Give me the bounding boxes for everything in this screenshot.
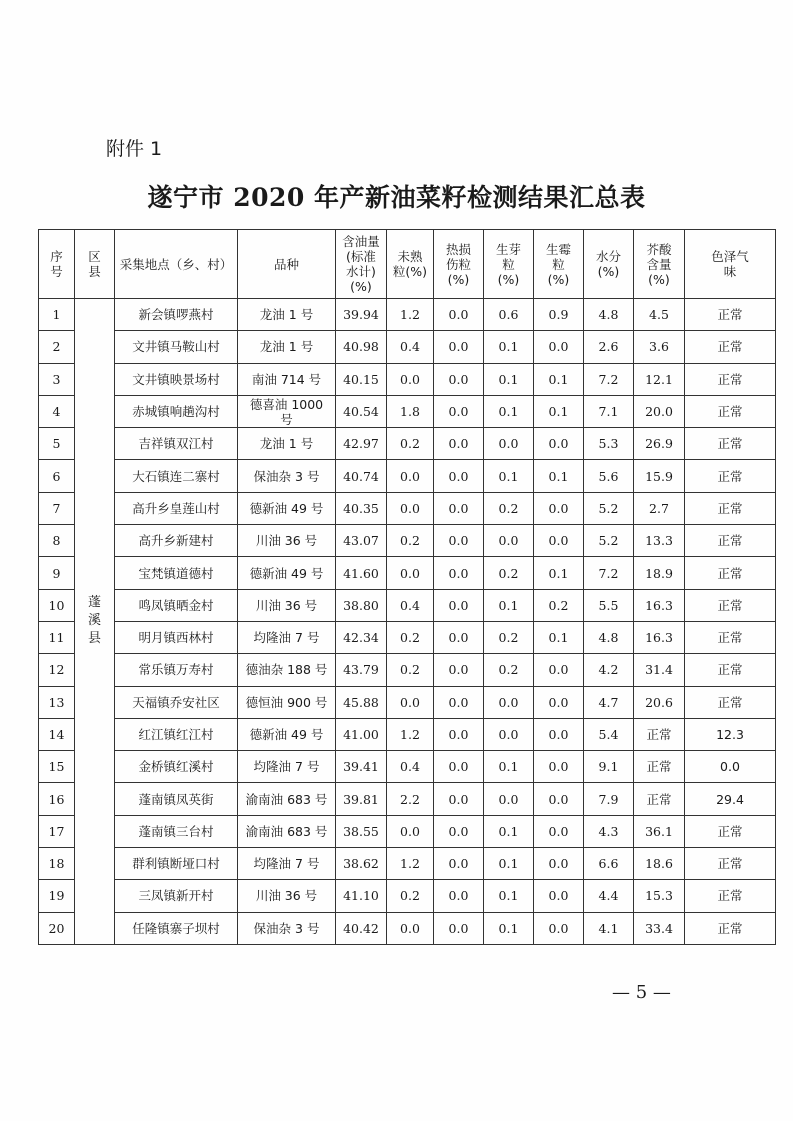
seq-cell: 11 — [39, 621, 75, 653]
immature-cell: 0.0 — [387, 492, 434, 524]
heat-damaged-cell: 0.0 — [434, 299, 484, 331]
header-oil-content: 含油量 (标准 水计) (%) — [336, 230, 387, 299]
moldy-cell: 0.0 — [534, 880, 584, 912]
moisture-cell: 9.1 — [584, 751, 634, 783]
erucic-acid-cell: 正常 — [634, 783, 685, 815]
immature-cell: 0.2 — [387, 428, 434, 460]
moldy-cell: 0.0 — [534, 428, 584, 460]
moldy-cell: 0.0 — [534, 525, 584, 557]
heat-damaged-cell: 0.0 — [434, 848, 484, 880]
heat-damaged-cell: 0.0 — [434, 912, 484, 944]
site-cell: 三凤镇新开村 — [115, 880, 238, 912]
erucic-acid-cell: 26.9 — [634, 428, 685, 460]
heat-damaged-cell: 0.0 — [434, 880, 484, 912]
sprouted-cell: 0.1 — [484, 331, 534, 363]
moisture-cell: 5.2 — [584, 525, 634, 557]
moldy-cell: 0.0 — [534, 751, 584, 783]
moldy-cell: 0.0 — [534, 815, 584, 847]
variety-cell: 德油杂 188 号 — [238, 654, 336, 686]
moldy-cell: 0.1 — [534, 363, 584, 395]
header-moisture: 水分 (%) — [584, 230, 634, 299]
immature-cell: 0.4 — [387, 751, 434, 783]
erucic-acid-cell: 4.5 — [634, 299, 685, 331]
color-odor-cell: 正常 — [685, 395, 776, 427]
erucic-acid-cell: 18.6 — [634, 848, 685, 880]
immature-cell: 0.4 — [387, 331, 434, 363]
table-row — [39, 848, 776, 880]
variety-cell: 德新油 49 号 — [238, 718, 336, 750]
sprouted-cell: 0.2 — [484, 654, 534, 686]
variety-cell: 龙油 1 号 — [238, 331, 336, 363]
erucic-acid-cell: 正常 — [634, 751, 685, 783]
sprouted-cell: 0.1 — [484, 848, 534, 880]
page-title: 遂宁市 2020 年产新油菜籽检测结果汇总表 — [147, 183, 646, 212]
moisture-cell: 4.3 — [584, 815, 634, 847]
color-odor-cell: 29.4 — [685, 783, 776, 815]
erucic-acid-cell: 16.3 — [634, 621, 685, 653]
color-odor-cell: 正常 — [685, 589, 776, 621]
site-cell: 明月镇西林村 — [115, 621, 238, 653]
seq-cell: 7 — [39, 492, 75, 524]
moldy-cell: 0.0 — [534, 912, 584, 944]
immature-cell: 0.0 — [387, 557, 434, 589]
seq-cell: 20 — [39, 912, 75, 944]
sprouted-cell: 0.1 — [484, 460, 534, 492]
table-row — [39, 363, 776, 395]
immature-cell: 0.2 — [387, 621, 434, 653]
color-odor-cell: 正常 — [685, 912, 776, 944]
moisture-cell: 5.5 — [584, 589, 634, 621]
sprouted-cell: 0.1 — [484, 395, 534, 427]
heat-damaged-cell: 0.0 — [434, 525, 484, 557]
color-odor-cell: 12.3 — [685, 718, 776, 750]
heat-damaged-cell: 0.0 — [434, 815, 484, 847]
heat-damaged-cell: 0.0 — [434, 331, 484, 363]
seq-cell: 18 — [39, 848, 75, 880]
immature-cell: 1.2 — [387, 299, 434, 331]
erucic-acid-cell: 18.9 — [634, 557, 685, 589]
oil-content-cell: 39.94 — [336, 299, 387, 331]
color-odor-cell: 正常 — [685, 815, 776, 847]
site-cell: 吉祥镇双江村 — [115, 428, 238, 460]
table-row — [39, 395, 776, 427]
sprouted-cell: 0.2 — [484, 557, 534, 589]
variety-cell: 渝南油 683 号 — [238, 783, 336, 815]
variety-cell: 龙油 1 号 — [238, 299, 336, 331]
immature-cell: 0.2 — [387, 525, 434, 557]
variety-cell: 保油杂 3 号 — [238, 460, 336, 492]
moisture-cell: 5.3 — [584, 428, 634, 460]
moisture-cell: 7.9 — [584, 783, 634, 815]
header-variety: 品种 — [238, 230, 336, 299]
moldy-cell: 0.0 — [534, 783, 584, 815]
moldy-cell: 0.0 — [534, 848, 584, 880]
immature-cell: 1.2 — [387, 848, 434, 880]
erucic-acid-cell: 2.7 — [634, 492, 685, 524]
header-county: 区 县 — [75, 230, 115, 299]
heat-damaged-cell: 0.0 — [434, 557, 484, 589]
moisture-cell: 4.1 — [584, 912, 634, 944]
site-cell: 红江镇红江村 — [115, 718, 238, 750]
seq-cell: 10 — [39, 589, 75, 621]
sprouted-cell: 0.6 — [484, 299, 534, 331]
moisture-cell: 5.6 — [584, 460, 634, 492]
moisture-cell: 5.2 — [584, 492, 634, 524]
seq-cell: 9 — [39, 557, 75, 589]
moisture-cell: 6.6 — [584, 848, 634, 880]
erucic-acid-cell: 正常 — [634, 718, 685, 750]
table-row — [39, 880, 776, 912]
table-row — [39, 525, 776, 557]
color-odor-cell: 正常 — [685, 331, 776, 363]
color-odor-cell: 0.0 — [685, 751, 776, 783]
moldy-cell: 0.1 — [534, 395, 584, 427]
sprouted-cell: 0.1 — [484, 880, 534, 912]
table-row — [39, 589, 776, 621]
site-cell: 文井镇马鞍山村 — [115, 331, 238, 363]
moldy-cell: 0.1 — [534, 460, 584, 492]
seq-cell: 1 — [39, 299, 75, 331]
sprouted-cell: 0.0 — [484, 686, 534, 718]
seq-cell: 5 — [39, 428, 75, 460]
moldy-cell: 0.9 — [534, 299, 584, 331]
variety-cell: 保油杂 3 号 — [238, 912, 336, 944]
seq-cell: 19 — [39, 880, 75, 912]
variety-cell: 均隆油 7 号 — [238, 621, 336, 653]
variety-cell: 德喜油 1000 号 — [238, 395, 336, 427]
site-cell: 常乐镇万寿村 — [115, 654, 238, 686]
header-row — [39, 230, 776, 299]
color-odor-cell: 正常 — [685, 299, 776, 331]
site-cell: 文井镇映景场村 — [115, 363, 238, 395]
immature-cell: 0.4 — [387, 589, 434, 621]
results-table — [38, 229, 776, 945]
moisture-cell: 4.2 — [584, 654, 634, 686]
site-cell: 蓬南镇三台村 — [115, 815, 238, 847]
oil-content-cell: 38.80 — [336, 589, 387, 621]
moisture-cell: 4.8 — [584, 299, 634, 331]
erucic-acid-cell: 36.1 — [634, 815, 685, 847]
header-moldy: 生霉 粒 (%) — [534, 230, 584, 299]
oil-content-cell: 40.74 — [336, 460, 387, 492]
moldy-cell: 0.2 — [534, 589, 584, 621]
table-row — [39, 686, 776, 718]
sprouted-cell: 0.0 — [484, 525, 534, 557]
moisture-cell: 5.4 — [584, 718, 634, 750]
oil-content-cell: 41.00 — [336, 718, 387, 750]
immature-cell: 0.0 — [387, 363, 434, 395]
table-row — [39, 621, 776, 653]
seq-cell: 17 — [39, 815, 75, 847]
table-row — [39, 718, 776, 750]
erucic-acid-cell: 20.0 — [634, 395, 685, 427]
erucic-acid-cell: 15.9 — [634, 460, 685, 492]
oil-content-cell: 40.42 — [336, 912, 387, 944]
variety-cell: 德恒油 900 号 — [238, 686, 336, 718]
oil-content-cell: 41.10 — [336, 880, 387, 912]
erucic-acid-cell: 12.1 — [634, 363, 685, 395]
heat-damaged-cell: 0.0 — [434, 428, 484, 460]
header-site: 采集地点（乡、村） — [115, 230, 238, 299]
site-cell: 新会镇啰燕村 — [115, 299, 238, 331]
site-cell: 高升乡皇莲山村 — [115, 492, 238, 524]
seq-cell: 14 — [39, 718, 75, 750]
header-erucic-acid: 芥酸 含量 (%) — [634, 230, 685, 299]
heat-damaged-cell: 0.0 — [434, 492, 484, 524]
color-odor-cell: 正常 — [685, 428, 776, 460]
seq-cell: 13 — [39, 686, 75, 718]
variety-cell: 渝南油 683 号 — [238, 815, 336, 847]
color-odor-cell: 正常 — [685, 557, 776, 589]
site-cell: 大石镇连二寨村 — [115, 460, 238, 492]
moisture-cell: 7.2 — [584, 557, 634, 589]
table-row — [39, 815, 776, 847]
immature-cell: 1.2 — [387, 718, 434, 750]
moisture-cell: 7.2 — [584, 363, 634, 395]
site-cell: 蓬南镇凤英街 — [115, 783, 238, 815]
moisture-cell: 4.8 — [584, 621, 634, 653]
variety-cell: 德新油 49 号 — [238, 492, 336, 524]
site-cell: 天福镇乔安社区 — [115, 686, 238, 718]
table-body — [39, 299, 776, 945]
header-immature: 未熟 粒(%) — [387, 230, 434, 299]
oil-content-cell: 43.79 — [336, 654, 387, 686]
oil-content-cell: 39.81 — [336, 783, 387, 815]
sprouted-cell: 0.0 — [484, 428, 534, 460]
color-odor-cell: 正常 — [685, 460, 776, 492]
table-row — [39, 428, 776, 460]
site-cell: 宝梵镇道德村 — [115, 557, 238, 589]
table-row — [39, 654, 776, 686]
header-color-odor: 色泽气 味 — [685, 230, 776, 299]
attachment-label: 附件 1 — [106, 138, 163, 160]
color-odor-cell: 正常 — [685, 492, 776, 524]
seq-cell: 6 — [39, 460, 75, 492]
seq-cell: 8 — [39, 525, 75, 557]
sprouted-cell: 0.0 — [484, 783, 534, 815]
oil-content-cell: 40.54 — [336, 395, 387, 427]
erucic-acid-cell: 33.4 — [634, 912, 685, 944]
sprouted-cell: 0.2 — [484, 492, 534, 524]
table-row — [39, 783, 776, 815]
heat-damaged-cell: 0.0 — [434, 783, 484, 815]
table-row — [39, 751, 776, 783]
header-seq: 序 号 — [39, 230, 75, 299]
site-cell: 赤城镇响趟沟村 — [115, 395, 238, 427]
heat-damaged-cell: 0.0 — [434, 621, 484, 653]
erucic-acid-cell: 31.4 — [634, 654, 685, 686]
oil-content-cell: 43.07 — [336, 525, 387, 557]
variety-cell: 均隆油 7 号 — [238, 848, 336, 880]
sprouted-cell: 0.1 — [484, 363, 534, 395]
oil-content-cell: 39.41 — [336, 751, 387, 783]
moldy-cell: 0.0 — [534, 492, 584, 524]
immature-cell: 2.2 — [387, 783, 434, 815]
table-row — [39, 912, 776, 944]
variety-cell: 川油 36 号 — [238, 880, 336, 912]
variety-cell: 德新油 49 号 — [238, 557, 336, 589]
page-number: — 5 — — [612, 982, 671, 1003]
heat-damaged-cell: 0.0 — [434, 654, 484, 686]
color-odor-cell: 正常 — [685, 363, 776, 395]
sprouted-cell: 0.1 — [484, 589, 534, 621]
heat-damaged-cell: 0.0 — [434, 718, 484, 750]
heat-damaged-cell: 0.0 — [434, 589, 484, 621]
sprouted-cell: 0.0 — [484, 718, 534, 750]
heat-damaged-cell: 0.0 — [434, 686, 484, 718]
county-cell: 蓬 溪 县 — [75, 299, 115, 945]
sprouted-cell: 0.1 — [484, 751, 534, 783]
erucic-acid-cell: 16.3 — [634, 589, 685, 621]
variety-cell: 南油 714 号 — [238, 363, 336, 395]
moisture-cell: 4.7 — [584, 686, 634, 718]
header-sprouted: 生芽 粒 (%) — [484, 230, 534, 299]
moldy-cell: 0.1 — [534, 557, 584, 589]
sprouted-cell: 0.1 — [484, 912, 534, 944]
erucic-acid-cell: 20.6 — [634, 686, 685, 718]
oil-content-cell: 42.97 — [336, 428, 387, 460]
header-heat-damaged: 热损 伤粒 (%) — [434, 230, 484, 299]
immature-cell: 0.0 — [387, 686, 434, 718]
heat-damaged-cell: 0.0 — [434, 460, 484, 492]
variety-cell: 龙油 1 号 — [238, 428, 336, 460]
immature-cell: 0.2 — [387, 880, 434, 912]
seq-cell: 3 — [39, 363, 75, 395]
moisture-cell: 7.1 — [584, 395, 634, 427]
color-odor-cell: 正常 — [685, 686, 776, 718]
sprouted-cell: 0.1 — [484, 815, 534, 847]
seq-cell: 15 — [39, 751, 75, 783]
color-odor-cell: 正常 — [685, 654, 776, 686]
sprouted-cell: 0.2 — [484, 621, 534, 653]
moldy-cell: 0.0 — [534, 686, 584, 718]
oil-content-cell: 42.34 — [336, 621, 387, 653]
site-cell: 任隆镇寨子坝村 — [115, 912, 238, 944]
immature-cell: 1.8 — [387, 395, 434, 427]
moisture-cell: 4.4 — [584, 880, 634, 912]
table-row — [39, 557, 776, 589]
immature-cell: 0.2 — [387, 654, 434, 686]
heat-damaged-cell: 0.0 — [434, 363, 484, 395]
oil-content-cell: 38.62 — [336, 848, 387, 880]
variety-cell: 川油 36 号 — [238, 589, 336, 621]
color-odor-cell: 正常 — [685, 880, 776, 912]
oil-content-cell: 38.55 — [336, 815, 387, 847]
moldy-cell: 0.0 — [534, 718, 584, 750]
site-cell: 群利镇断垭口村 — [115, 848, 238, 880]
color-odor-cell: 正常 — [685, 621, 776, 653]
color-odor-cell: 正常 — [685, 525, 776, 557]
oil-content-cell: 40.15 — [336, 363, 387, 395]
variety-cell: 川油 36 号 — [238, 525, 336, 557]
table-row — [39, 299, 776, 331]
erucic-acid-cell: 15.3 — [634, 880, 685, 912]
immature-cell: 0.0 — [387, 912, 434, 944]
variety-cell: 均隆油 7 号 — [238, 751, 336, 783]
immature-cell: 0.0 — [387, 460, 434, 492]
site-cell: 高升乡新建村 — [115, 525, 238, 557]
immature-cell: 0.0 — [387, 815, 434, 847]
table-row — [39, 331, 776, 363]
table-row — [39, 460, 776, 492]
seq-cell: 4 — [39, 395, 75, 427]
moldy-cell: 0.0 — [534, 654, 584, 686]
oil-content-cell: 40.98 — [336, 331, 387, 363]
oil-content-cell: 41.60 — [336, 557, 387, 589]
heat-damaged-cell: 0.0 — [434, 751, 484, 783]
erucic-acid-cell: 13.3 — [634, 525, 685, 557]
heat-damaged-cell: 0.0 — [434, 395, 484, 427]
oil-content-cell: 40.35 — [336, 492, 387, 524]
color-odor-cell: 正常 — [685, 848, 776, 880]
seq-cell: 2 — [39, 331, 75, 363]
erucic-acid-cell: 3.6 — [634, 331, 685, 363]
moisture-cell: 2.6 — [584, 331, 634, 363]
moldy-cell: 0.1 — [534, 621, 584, 653]
moldy-cell: 0.0 — [534, 331, 584, 363]
seq-cell: 16 — [39, 783, 75, 815]
site-cell: 金桥镇红溪村 — [115, 751, 238, 783]
oil-content-cell: 45.88 — [336, 686, 387, 718]
table-row — [39, 492, 776, 524]
seq-cell: 12 — [39, 654, 75, 686]
site-cell: 鸣凤镇晒金村 — [115, 589, 238, 621]
